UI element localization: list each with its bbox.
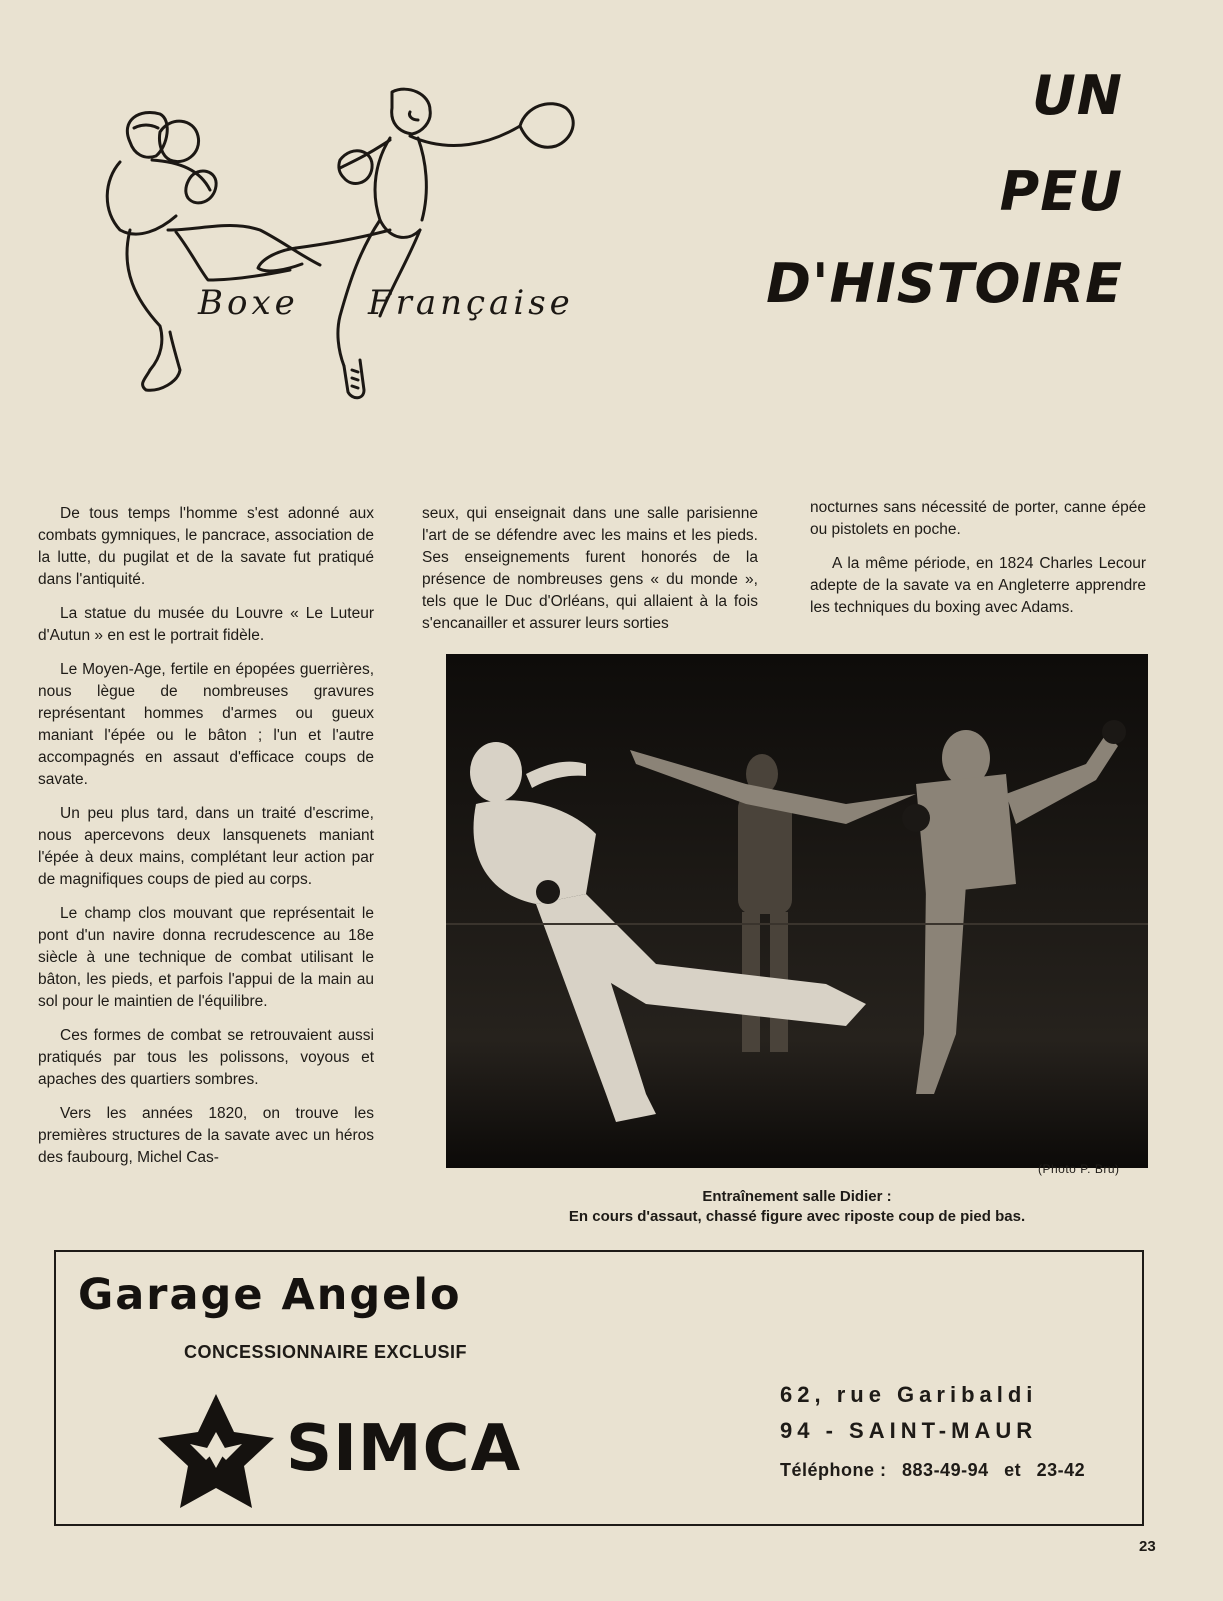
phone-number-1: 883-49-94 bbox=[902, 1460, 989, 1480]
illustration-label-left: Boxe bbox=[198, 283, 299, 323]
heading-line-2: PEU bbox=[999, 160, 1123, 223]
article-column-2 bbox=[422, 503, 758, 647]
simca-star-logo-icon bbox=[156, 1392, 276, 1512]
caption-line-1: Entraînement salle Didier : bbox=[702, 1188, 892, 1205]
phone-separator: et bbox=[1004, 1460, 1022, 1480]
paragraph: Un peu plus tard, dans un traité d'escrime, nous apercevons deux lansquenets maniant l'épée à deux mains, complétant leur action par de magnifiques coups de pied au corps. bbox=[38, 805, 374, 888]
paragraph: Vers les années 1820, on trouve les premières structures de la savate avec un héros des faubourg, Michel Cas- bbox=[38, 1105, 374, 1166]
paragraph: seux, qui enseignait dans une salle parisienne l'art de se défendre avec les mains et les pieds. Ses enseignements furent honorés de la présence de nombreuses gens « du monde », tels que le Duc d'Orléans, qui allaient à la fois s'encanailler et assurer leurs sorties bbox=[422, 505, 758, 632]
ad-title: Garage Angelo bbox=[78, 1270, 462, 1320]
page-number: 23 bbox=[1139, 1538, 1156, 1555]
paragraph: De tous temps l'homme s'est adonné aux combats gymniques, le pancrace, association de la lutte, du pugilat et de la savate fut pratiqué dans l'antiquité. bbox=[38, 505, 374, 588]
ad-address-line-1: 62, rue Garibaldi bbox=[780, 1382, 1038, 1407]
boxers-illustration bbox=[90, 80, 610, 410]
ad-address-line-2: 94 - SAINT-MAUR bbox=[780, 1418, 1038, 1443]
article-column-3 bbox=[810, 497, 1146, 631]
photo-caption bbox=[446, 1187, 1148, 1227]
paragraph: La statue du musée du Louvre « Le Luteur d'Autun » en est le portrait fidèle. bbox=[38, 605, 374, 644]
heading-line-1: UN bbox=[1031, 64, 1123, 127]
heading-line-3: D'HISTOIRE bbox=[766, 252, 1123, 315]
paragraph: Le champ clos mouvant que représentait le pont d'un navire donna recrudescence au 18e siècle à une technique de combat utilisant le bâton, les pieds, et parfois l'appui de la main au sol pour le maintien de l'équilibre. bbox=[38, 905, 374, 1010]
garage-advertisement bbox=[54, 1250, 1144, 1526]
paragraph: nocturnes sans nécessité de porter, canne épée ou pistolets en poche. bbox=[810, 499, 1146, 538]
phone-number-2: 23-42 bbox=[1036, 1460, 1086, 1480]
article-column-1 bbox=[38, 503, 374, 1181]
ad-phone bbox=[780, 1460, 1095, 1481]
photo-credit: (Photo P. Bru) bbox=[1038, 1162, 1120, 1176]
paragraph: A la même période, en 1824 Charles Lecour adepte de la savate va en Angleterre apprendre les techniques du boxing avec Adams. bbox=[810, 555, 1146, 616]
illustration-label-right: Française bbox=[368, 283, 574, 323]
caption-line-2: En cours d'assaut, chassé figure avec riposte coup de pied bas. bbox=[568, 1208, 1026, 1225]
paragraph: Le Moyen-Age, fertile en épopées guerrières, nous lègue de nombreuses gravures représentant hommes d'armes ou gueux maniant l'épée ou le bâton ; l'un et l'autre accompagnés en assaut d'efficace coups de savate. bbox=[38, 661, 374, 788]
paragraph: Ces formes de combat se retrouvaient aussi pratiqués par tous les polissons, voyous et apaches des quartiers sombres. bbox=[38, 1027, 374, 1088]
ad-brand: SIMCA bbox=[286, 1412, 522, 1486]
phone-label: Téléphone : bbox=[780, 1460, 887, 1480]
ad-subtitle: CONCESSIONNAIRE EXCLUSIF bbox=[184, 1342, 468, 1362]
training-photo bbox=[446, 654, 1148, 1168]
